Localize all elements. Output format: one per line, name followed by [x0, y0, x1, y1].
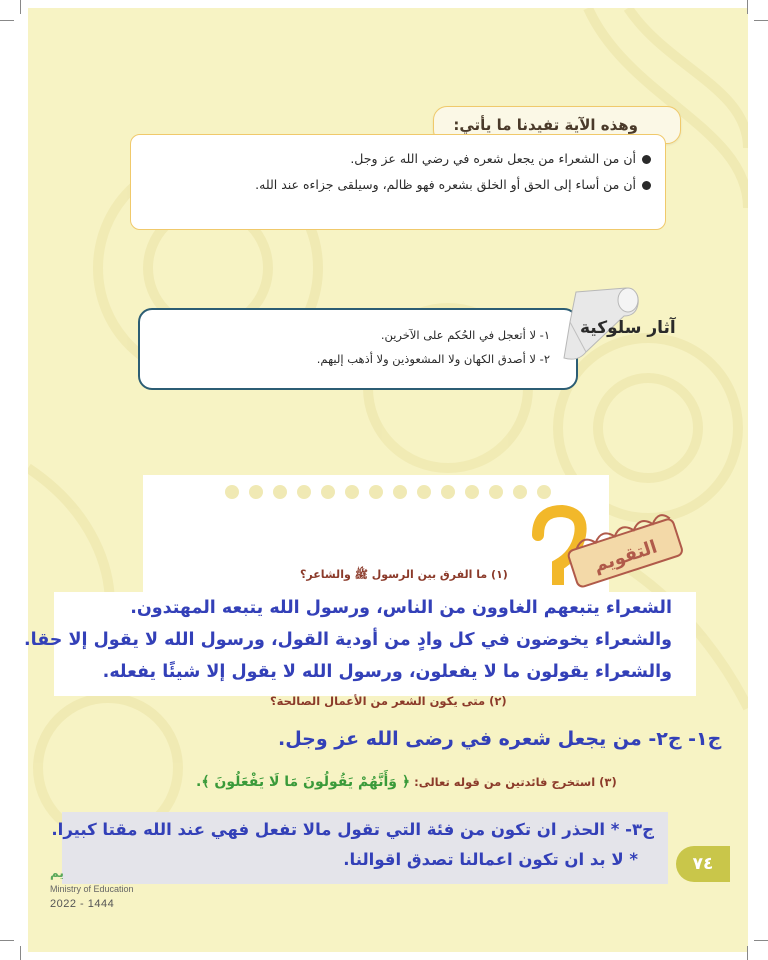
crop-mark: [0, 940, 14, 941]
crop-mark: [747, 946, 748, 960]
evaluation-badge: [560, 512, 690, 592]
crop-mark: [747, 0, 748, 14]
info-item: أن من الشعراء من يجعل شعره في رضي الله عز وجل.: [145, 151, 651, 166]
crop-mark: [0, 20, 14, 21]
info-box: [130, 134, 666, 230]
behaviour-box: [138, 308, 578, 390]
behaviour-item: ١- لا أتعجل في الحُكم على الآخرين.: [380, 328, 550, 342]
page-number: ٧٤: [676, 846, 730, 882]
question-1: (١) ما الفرق بين الرسول ﷺ والشاعر؟: [300, 568, 508, 581]
ministry-label: Ministry of Education: [50, 884, 134, 894]
answer-3-line: ج٣- * الحذر ان تكون من فئة التي تقول مالا تفعل فهي عند الله مقتا كبيرا.: [51, 820, 654, 839]
answer-2: ج١- ج٢- من يجعل شعره في رضى الله عز وجل.: [278, 728, 722, 750]
bullet-icon: [642, 155, 651, 164]
question-3: (٣) استخرج فائدتين من قوله تعالى: ﴿ وَأَنَّهُمْ يَقُولُونَ مَا لَا يَفْعَلُونَ ﴾.: [196, 774, 617, 790]
ministry-logo: يم: [50, 866, 64, 880]
crop-mark: [754, 940, 768, 941]
answer-3-line: * لا بد ان تكون اعمالنا تصدق اقوالنا.: [343, 850, 638, 869]
quran-verse: ﴿ وَأَنَّهُمْ يَقُولُونَ مَا لَا يَفْعَلُونَ ﴾.: [196, 774, 411, 790]
crop-mark: [20, 946, 21, 960]
crop-mark: [754, 20, 768, 21]
section-heading: وهذه الآية تفيدنا ما يأتي:: [433, 106, 681, 144]
edition-year: 2022 - 1444: [50, 898, 115, 910]
evaluation-title: التقويم: [591, 536, 660, 577]
bullet-icon: [642, 181, 651, 190]
info-item: أن من أساء إلى الحق أو الخلق بشعره فهو ظالم، وسيلقى جزاءه عند الله.: [145, 177, 651, 192]
answer-1-line: والشعراء يقولون ما لا يفعلون، ورسول الله لا يقول إلا شيئًا يفعله.: [102, 662, 672, 682]
behaviour-item: ٢- لا أصدق الكهان ولا المشعوذين ولا أذهب إليهم.: [316, 352, 550, 366]
behaviour-title: آثار سلوكية: [580, 318, 676, 338]
answer-1-line: الشعراء يتبعهم الغاوون من الناس، ورسول الله يتبعه المهتدون.: [130, 598, 672, 618]
answer-1-line: والشعراء يخوضون في كل وادٍ من أودية القول، ورسول الله لا يقول إلا حقا.: [23, 630, 672, 650]
answer-1-box: [23, 592, 696, 696]
crop-mark: [20, 0, 21, 14]
question-2: (٢) متى يكون الشعر من الأعمال الصالحة؟: [270, 694, 507, 708]
